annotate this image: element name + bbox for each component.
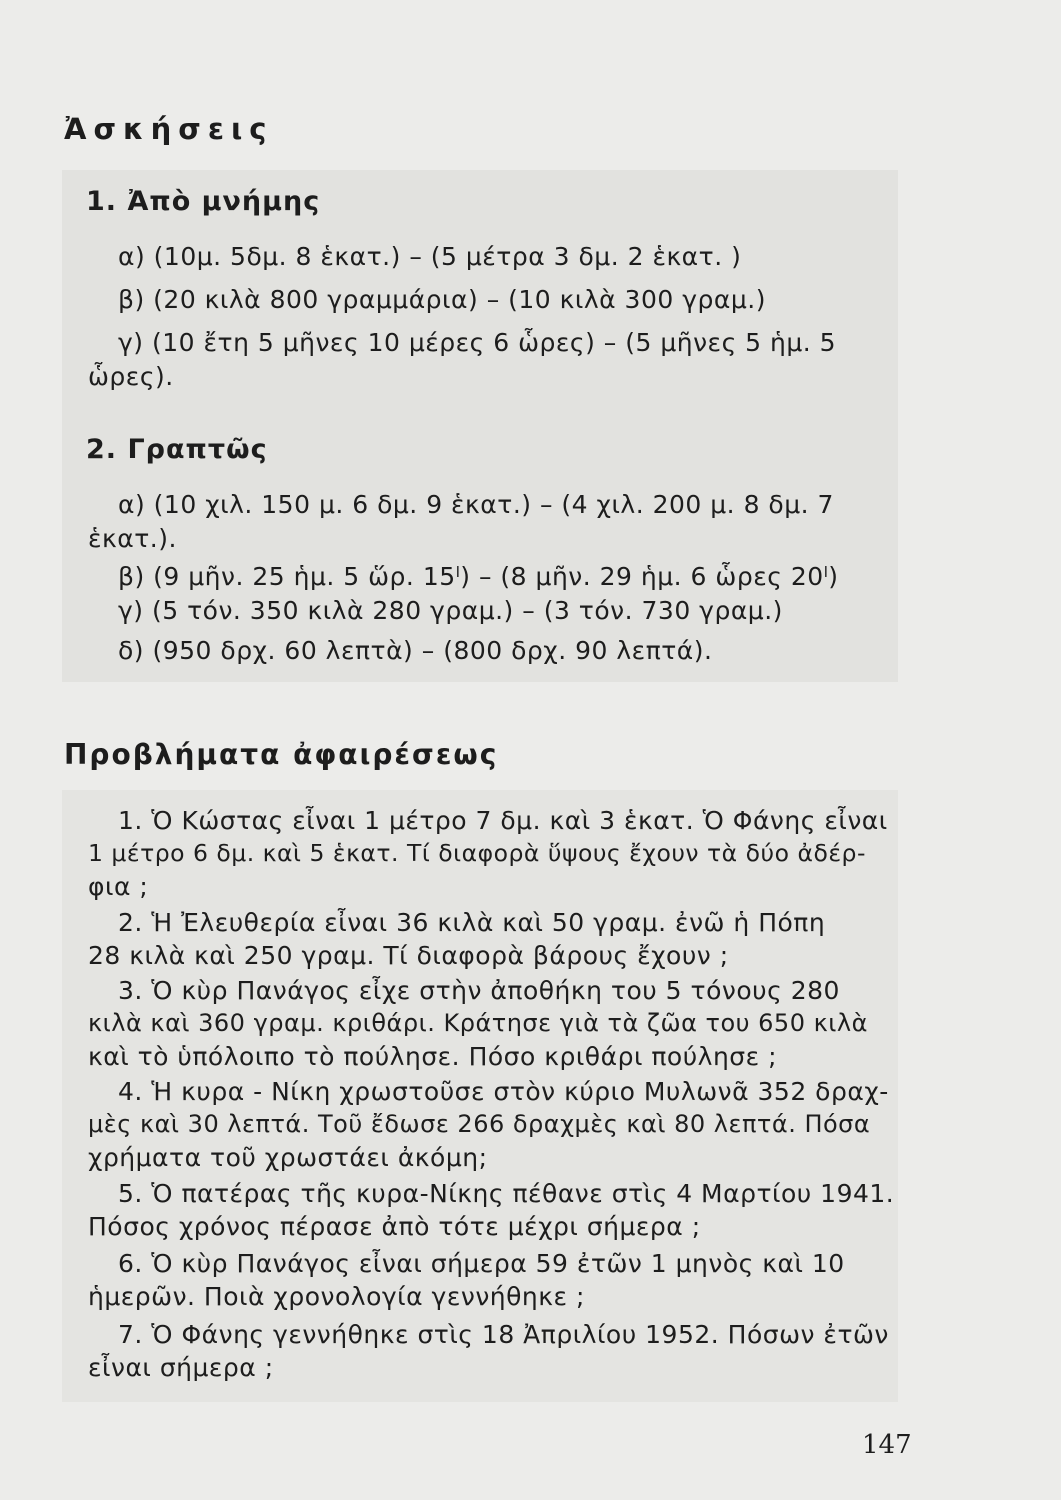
problem-4-line3: χρήματα τοῦ χρωστάει ἀκόμη; (88, 1143, 488, 1172)
exercise-2a-line2: ἑκατ.). (88, 524, 177, 553)
problem-5-line2: Πόσος χρόνος πέρασε ἀπὸ τότε μέχρι σήμερα ; (88, 1212, 701, 1241)
problem-2-line2: 28 κιλὰ καὶ 250 γραμ. Τί διαφορὰ βάρους ἔχουν ; (88, 941, 729, 970)
page-heading: Ἀσκήσεις (64, 112, 274, 146)
problem-2-line1: 2. Ἡ Ἐλευθερία εἶναι 36 κιλὰ καὶ 50 γραμ. ἐνῶ ἡ Πόπη (118, 908, 826, 937)
page-number: 147 (862, 1430, 912, 1460)
problem-6-line1: 6. Ὁ κὺρ Πανάγος εἶναι σήμερα 59 ἐτῶν 1 μηνὸς καὶ 10 (118, 1249, 845, 1278)
problem-4-line2: μὲς καὶ 30 λεπτά. Τοῦ ἔδωσε 266 δραχμὲς καὶ 80 λεπτά. Πόσα (88, 1110, 871, 1138)
exercise-2c: γ) (5 τόν. 350 κιλὰ 280 γραμ.) – (3 τόν. 730 γραμ.) (118, 596, 783, 625)
exercise-2b: β) (9 μῆν. 25 ἡμ. 5 ὥρ. 15ˡ) – (8 μῆν. 29 ἡμ. 6 ὧρες 20ˡ) (118, 562, 839, 591)
problem-6-line2: ἡμερῶν. Ποιὰ χρονολογία γεννήθηκε ; (88, 1282, 585, 1311)
problem-5-line1: 5. Ὁ πατέρας τῆς κυρα-Νίκης πέθανε στὶς 4 Μαρτίου 1941. (118, 1179, 895, 1208)
exercise-1a: α) (10μ. 5δμ. 8 ἑκατ.) – (5 μέτρα 3 δμ. 2 ἑκατ. ) (118, 242, 742, 271)
problem-3-line1: 3. Ὁ κὺρ Πανάγος εἶχε στὴν ἀποθήκη του 5 τόνους 280 (118, 976, 840, 1005)
exercise-1b: β) (20 κιλὰ 800 γραμμάρια) – (10 κιλὰ 300 γραμ.) (118, 285, 766, 314)
exercise-1c-line2: ὧρες). (88, 362, 174, 391)
section-memory-title: 1. Ἀπὸ μνήμης (86, 186, 321, 217)
problem-1-line3: φια ; (88, 872, 149, 901)
problem-1-line1: 1. Ὁ Κώστας εἶναι 1 μέτρο 7 δμ. καὶ 3 ἑκατ. Ὁ Φάνης εἶναι (118, 806, 888, 835)
problem-4-line1: 4. Ἡ κυρα - Νίκη χρωστοῦσε στὸν κύριο Μυλωνᾶ 352 δραχ- (118, 1077, 889, 1106)
problem-7-line2: εἶναι σήμερα ; (88, 1353, 274, 1382)
section-written-title: 2. Γραπτῶς (86, 434, 268, 465)
problems-title: Προβλήματα ἀφαιρέσεως (64, 738, 499, 771)
problem-7-line1: 7. Ὁ Φάνης γεννήθηκε στὶς 18 Ἀπριλίου 1952. Πόσων ἐτῶν (118, 1320, 889, 1349)
exercise-2a-line1: α) (10 χιλ. 150 μ. 6 δμ. 9 ἑκατ.) – (4 χιλ. 200 μ. 8 δμ. 7 (118, 490, 834, 519)
exercise-2d: δ) (950 δρχ. 60 λεπτὰ) – (800 δρχ. 90 λεπτά). (118, 636, 713, 665)
problem-3-line3: καὶ τὸ ὑπόλοιπο τὸ πούλησε. Πόσο κριθάρι πούλησε ; (88, 1042, 778, 1071)
problem-3-line2: κιλὰ καὶ 360 γραμ. κριθάρι. Κράτησε γιὰ τὰ ζῶα του 650 κιλὰ (88, 1009, 868, 1037)
problem-1-line2: 1 μέτρο 6 δμ. καὶ 5 ἑκατ. Τί διαφορὰ ὕψους ἔχουν τὰ δύο ἀδέρ- (88, 839, 866, 867)
exercise-1c-line1: γ) (10 ἔτη 5 μῆνες 10 μέρες 6 ὧρες) – (5 μῆνες 5 ἡμ. 5 (118, 328, 837, 357)
